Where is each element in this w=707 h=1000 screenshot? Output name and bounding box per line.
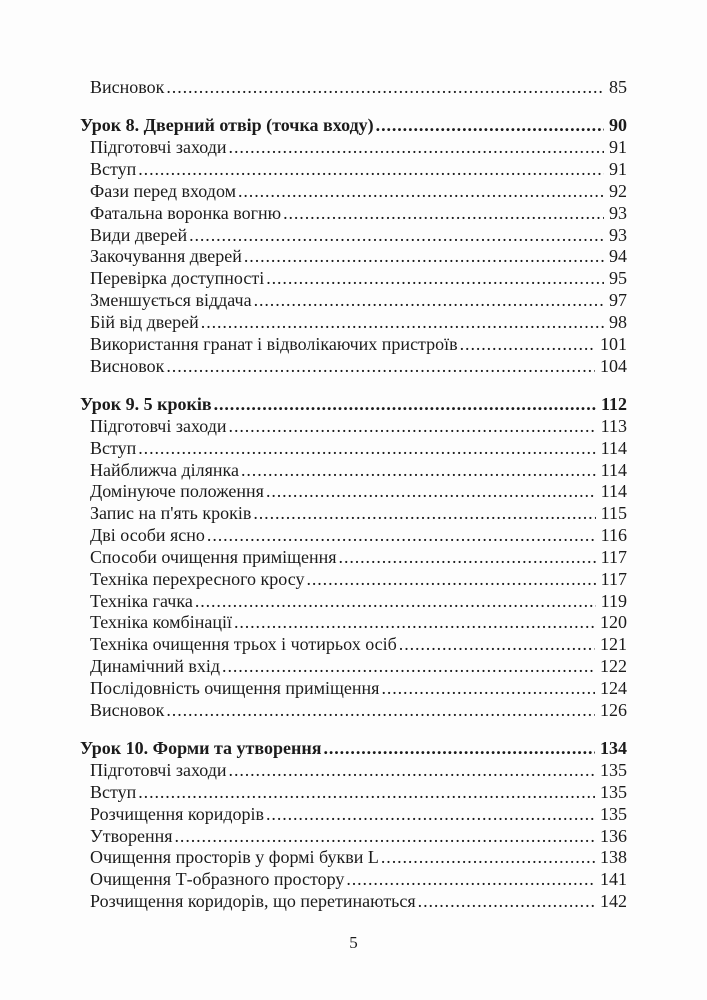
toc-entry [80,246,627,268]
toc-entry-title: Очищення просторів у формі букви L [90,847,379,868]
toc-entry-title: Вступ [90,437,137,458]
toc-entry [80,869,627,891]
toc-entry-title: Підготовчі заходи [90,137,227,158]
toc-entry-title: Послідовність очищення приміщення [90,677,380,698]
toc-entry-page: 90 [609,115,627,136]
toc-entry-title: Підготовчі заходи [90,415,227,436]
toc-section-heading [80,394,627,416]
toc-entry-page: 135 [600,781,627,802]
toc-entry-title: Техніка очищення трьох і чотирьох осіб [90,634,397,655]
toc-entry [80,481,627,503]
toc-entry-title: Зменшується віддача [90,290,252,311]
toc-entry [80,678,627,700]
toc-entry-title: Вступ [90,781,137,802]
dot-leader [381,678,595,700]
dot-leader [253,503,595,525]
toc-entry-page: 121 [600,634,627,655]
dot-leader [166,700,595,722]
toc-entry-page: 104 [600,355,627,376]
dot-leader [166,77,604,99]
dot-leader [229,760,595,782]
toc-entry [80,203,627,225]
toc-entry-title: Висновок [90,699,165,720]
toc-entry-page: 122 [600,656,627,677]
toc-entry-page: 141 [600,869,627,890]
toc-entry [80,356,627,378]
dot-leader [381,847,595,869]
toc-entry [80,547,627,569]
toc-entry-page: 116 [600,525,627,546]
toc-entry-page: 93 [609,224,627,245]
toc-entry [80,525,627,547]
toc-entry [80,826,627,848]
toc-entry-page: 95 [609,268,627,289]
toc-entry-title: Висновок [90,77,165,97]
dot-leader [266,268,604,290]
toc-entry-page: 142 [600,891,627,912]
dot-leader [244,246,604,268]
toc-entry-page: 97 [609,290,627,311]
toc-entry [80,137,627,159]
toc-entry [80,591,627,613]
toc-entry-page: 98 [609,311,627,332]
dot-leader [175,826,595,848]
dot-leader [229,137,604,159]
toc-entry-title: Урок 10. Форми та утворення [80,738,322,759]
toc-entry [80,612,627,634]
toc-entry-title: Використання гранат і відволікаючих пристроїв [90,333,458,354]
dot-leader [339,547,596,569]
toc-entry-page: 93 [609,202,627,223]
toc-entry [80,159,627,181]
toc-entry-title: Запис на п'ять кроків [90,503,252,524]
dot-leader [460,334,595,356]
toc-entry [80,891,627,913]
dot-leader [138,159,604,181]
toc-entry-page: 85 [609,77,627,97]
toc-entry-title: Урок 9. 5 кроків [80,393,212,414]
toc-entry-page: 114 [600,459,627,480]
toc-entry-page: 101 [600,333,627,354]
dot-leader [254,290,604,312]
toc-entry-title: Розчищення коридорів, що перетинаються [90,891,416,912]
toc-entry-title: Домінуюче положення [90,481,264,502]
dot-leader [201,312,604,334]
toc-entry-title: Динамічний вхід [90,656,221,677]
toc-entry-page: 91 [609,159,627,180]
toc-entry [80,634,627,656]
page-number: 5 [349,933,358,952]
toc-entry [80,334,627,356]
toc-entry-title: Закочування дверей [90,246,242,267]
toc-entry-title: Підготовчі заходи [90,759,227,780]
dot-leader [346,869,595,891]
toc-entry [80,460,627,482]
dot-leader [207,525,596,547]
dot-leader [238,181,604,203]
toc-entry-page: 134 [600,738,627,759]
toc-entry-title: Техніка гачка [90,590,193,611]
toc-entry-page: 117 [600,546,627,567]
toc-entry-page: 115 [600,503,627,524]
toc-entry-page: 114 [600,437,627,458]
toc-entry [80,569,627,591]
toc-section-heading [80,115,627,137]
toc-entry [80,268,627,290]
toc-entry-page: 124 [600,677,627,698]
dot-leader [234,612,595,634]
toc-entry [80,181,627,203]
toc-entry-page: 91 [609,137,627,158]
dot-leader [283,203,604,225]
dot-leader [195,591,596,613]
toc-entry-page: 94 [609,246,627,267]
dot-leader [306,569,595,591]
toc-entry-title: Види дверей [90,224,188,245]
toc-entry [80,760,627,782]
toc-entry [80,225,627,247]
dot-leader [222,656,595,678]
dot-leader [138,438,595,460]
toc-entry [80,847,627,869]
toc-entry-title: Утворення [90,825,173,846]
toc-entry-title: Фатальна воронка вогню [90,202,282,223]
toc-entry [80,312,627,334]
toc-entry-page: 138 [600,847,627,868]
dot-leader [418,891,595,913]
toc-section-heading [80,738,627,760]
toc-entry-title: Бій від дверей [90,311,199,332]
toc-entry-title: Висновок [90,355,165,376]
toc-entry-page: 113 [600,415,627,436]
dot-leader [399,634,595,656]
dot-leader [323,738,595,760]
dot-leader [229,416,596,438]
toc-entry-title: Очищення Т-образного простору [90,869,345,890]
dot-leader [376,115,604,137]
toc-entry-page: 120 [600,612,627,633]
toc-entry-page: 92 [609,180,627,201]
toc-entry [80,782,627,804]
dot-leader [241,460,596,482]
toc-entry-title: Дві особи ясно [90,525,205,546]
toc-entry-title: Техніка перехресного кросу [90,568,305,589]
toc-entry [80,438,627,460]
dot-leader [138,782,595,804]
toc-entry-title: Розчищення коридорів [90,803,265,824]
dot-leader [189,225,604,247]
toc-entry [80,290,627,312]
toc-entry-title: Техніка комбінації [90,612,232,633]
toc-entry-title: Найближча ділянка [90,459,239,480]
toc-entry [80,804,627,826]
dot-leader [214,394,596,416]
toc-entry [80,700,627,722]
toc-entry-title: Фази перед входом [90,180,236,201]
toc-entry-page: 114 [600,481,627,502]
toc-entry-title: Способи очищення приміщення [90,546,337,567]
toc-entry-page: 135 [600,803,627,824]
toc-entry-title: Вступ [90,159,137,180]
toc-entry-page: 126 [600,699,627,720]
toc-entry [80,656,627,678]
dot-leader [266,804,595,826]
toc-entry-title: Урок 8. Дверний отвір (точка входу) [80,115,374,136]
toc-entry [80,503,627,525]
toc-entry-page: 117 [600,568,627,589]
toc-entry-title: Перевірка доступності [90,268,265,289]
toc-entry [80,416,627,438]
toc-entry-page: 112 [600,393,627,414]
dot-leader [166,356,595,378]
dot-leader [266,481,596,503]
toc-entry-page: 119 [600,590,627,611]
toc-entry-page: 135 [600,759,627,780]
toc-entry-page: 136 [600,825,627,846]
toc-entry [80,77,627,99]
toc [80,77,627,913]
